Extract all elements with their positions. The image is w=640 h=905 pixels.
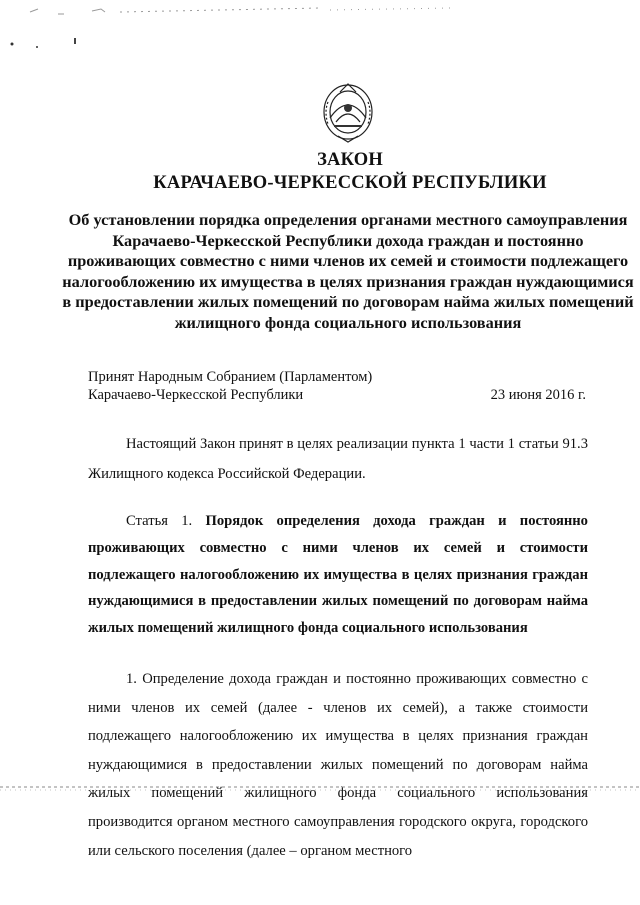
adoption-block	[88, 368, 588, 404]
article-1-heading	[88, 508, 588, 642]
article-1-title: Порядок определения дохода граждан и постоянно проживающих совместно с ними членов их семей и стоимости подлежащего налогообложению их имущества в целях признания граждан нуждающимися в предоставлении жилых помещений по договорам найма жилых помещений жилищного фонда социального использования	[88, 513, 588, 637]
article-1-label: Статья 1.	[126, 513, 193, 529]
law-heading: ЗАКОН	[317, 150, 383, 170]
adoption-date: 23 июня 2016 г.	[490, 387, 586, 403]
law-subject: Об установлении порядка определения органами местного самоуправления Карачаево-Черкесской Республики дохода граждан и постоянно проживающих совместно с ними членов их семей и стоимости подлежащего налогообложению их имущества в целях признания граждан нуждающимися в предоставлении жилых помещений по договорам найма жилых помещений жилищного фонда социального использования	[62, 210, 634, 332]
coat-of-arms-icon	[318, 78, 378, 144]
intro-paragraph: Настоящий Закон принят в целях реализации пункта 1 части 1 статьи 91.3 Жилищного кодекса Российской Федерации.	[88, 436, 588, 482]
adopted-by-line: Принят Народным Собранием (Парламентом)	[88, 369, 373, 385]
adopted-republic-line: Карачаево-Черкесской Республики	[88, 387, 304, 403]
article-1-item-1: 1. Определение дохода граждан и постоянно проживающих совместно с ними членов их семей (далее - членов их семей), а также стоимости подлежащего налогообложению их имущества в целях признания граждан нуждающимися в предоставлении жилых помещений по договорам найма жилых помещений жилищного фонда социального использования производится органом местного самоуправления городского округа, городского или сельского поселения (далее – органом местного	[88, 671, 588, 859]
scan-artifacts	[0, 0, 640, 60]
scan-fold-line	[0, 783, 640, 793]
republic-heading: КАРАЧАЕВО-ЧЕРКЕССКОЙ РЕСПУБЛИКИ	[153, 173, 547, 193]
